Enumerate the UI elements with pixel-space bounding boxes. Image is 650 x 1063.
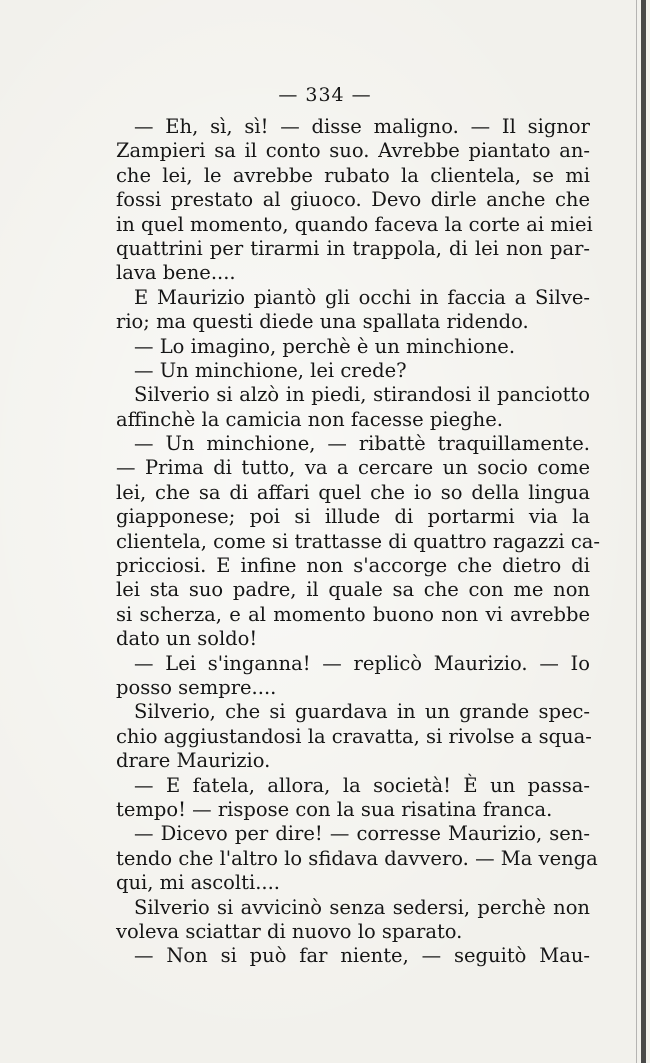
text-line: rio; ma questi diede una spallata ridendo. (116, 310, 529, 334)
text-line: E Maurizio piantò gli occhi in faccia a Silve- (134, 285, 590, 309)
body-text (116, 115, 600, 969)
text-line: Silverio, che si guardava in un grande spec- (134, 700, 590, 724)
text-line: dato un soldo! (116, 627, 258, 651)
text-line: pricciosi. E infine non s'accorge che dietro di (116, 554, 590, 578)
text-line: drare Maurizio. (116, 749, 271, 773)
text-line: — Non si può far niente, — seguitò Mau- (134, 944, 590, 968)
text-line: — Dicevo per dire! — corresse Maurizio, sen- (134, 822, 590, 846)
text-line: Zampieri sa il conto suo. Avrebbe piantato an- (116, 139, 590, 163)
text-line: — Prima di tutto, va a cercare un socio come (116, 456, 590, 480)
text-line: giapponese; poi si illude di portarmi via la (116, 505, 590, 529)
text-line: tempo! — rispose con la sua risatina franca. (116, 797, 553, 821)
text-line: quattrini per tirarmi in trappola, di lei non par- (116, 236, 590, 260)
text-line: affinchè la camicia non facesse pieghe. (116, 407, 503, 431)
text-line: lava bene.... (116, 261, 236, 285)
text-line: qui, mi ascolti.... (116, 871, 280, 895)
text-line: lei sta suo padre, il quale sa che con me non (116, 578, 590, 602)
text-line: — E fatela, allora, la società! È un passa- (134, 773, 590, 797)
text-line: chio aggiustandosi la cravatta, si rivolse a squa- (116, 724, 592, 748)
text-line: voleva sciattar di nuovo lo sparato. (116, 919, 463, 943)
page-edge-line (636, 0, 637, 1063)
text-line: tendo che l'altro lo sfidava davvero. — Ma venga (116, 846, 598, 870)
text-line: che lei, le avrebbe rubato la clientela, se mi (116, 163, 590, 187)
text-line: fossi prestato al giuoco. Devo dirle anche che (116, 188, 590, 212)
text-line: — Un minchione, — ribattè traquillamente. (134, 432, 590, 456)
text-line: — Lo imagino, perchè è un minchione. (134, 334, 516, 358)
text-line: — Un minchione, lei crede? (134, 358, 407, 382)
page-number: — 334 — (278, 84, 372, 106)
text-line: si scherza, e al momento buono non vi avrebbe (116, 602, 590, 626)
text-line: lei, che sa di affari quel che io so della lingua (116, 480, 590, 504)
text-line: posso sempre.... (116, 675, 277, 699)
page-edge-shadow (641, 0, 646, 1063)
text-line: — Lei s'inganna! — replicò Maurizio. — Io (134, 651, 590, 675)
text-line: in quel momento, quando faceva la corte ai miei (116, 212, 593, 236)
text-line: — Eh, sì, sì! — disse maligno. — Il signor (134, 115, 590, 138)
text-line: clientela, come si trattasse di quattro ragazzi ca- (116, 529, 600, 553)
text-line: Silverio si avvicinò senza sedersi, perchè non (134, 895, 590, 919)
text-line: Silverio si alzò in piedi, stirandosi il panciotto (134, 383, 590, 407)
